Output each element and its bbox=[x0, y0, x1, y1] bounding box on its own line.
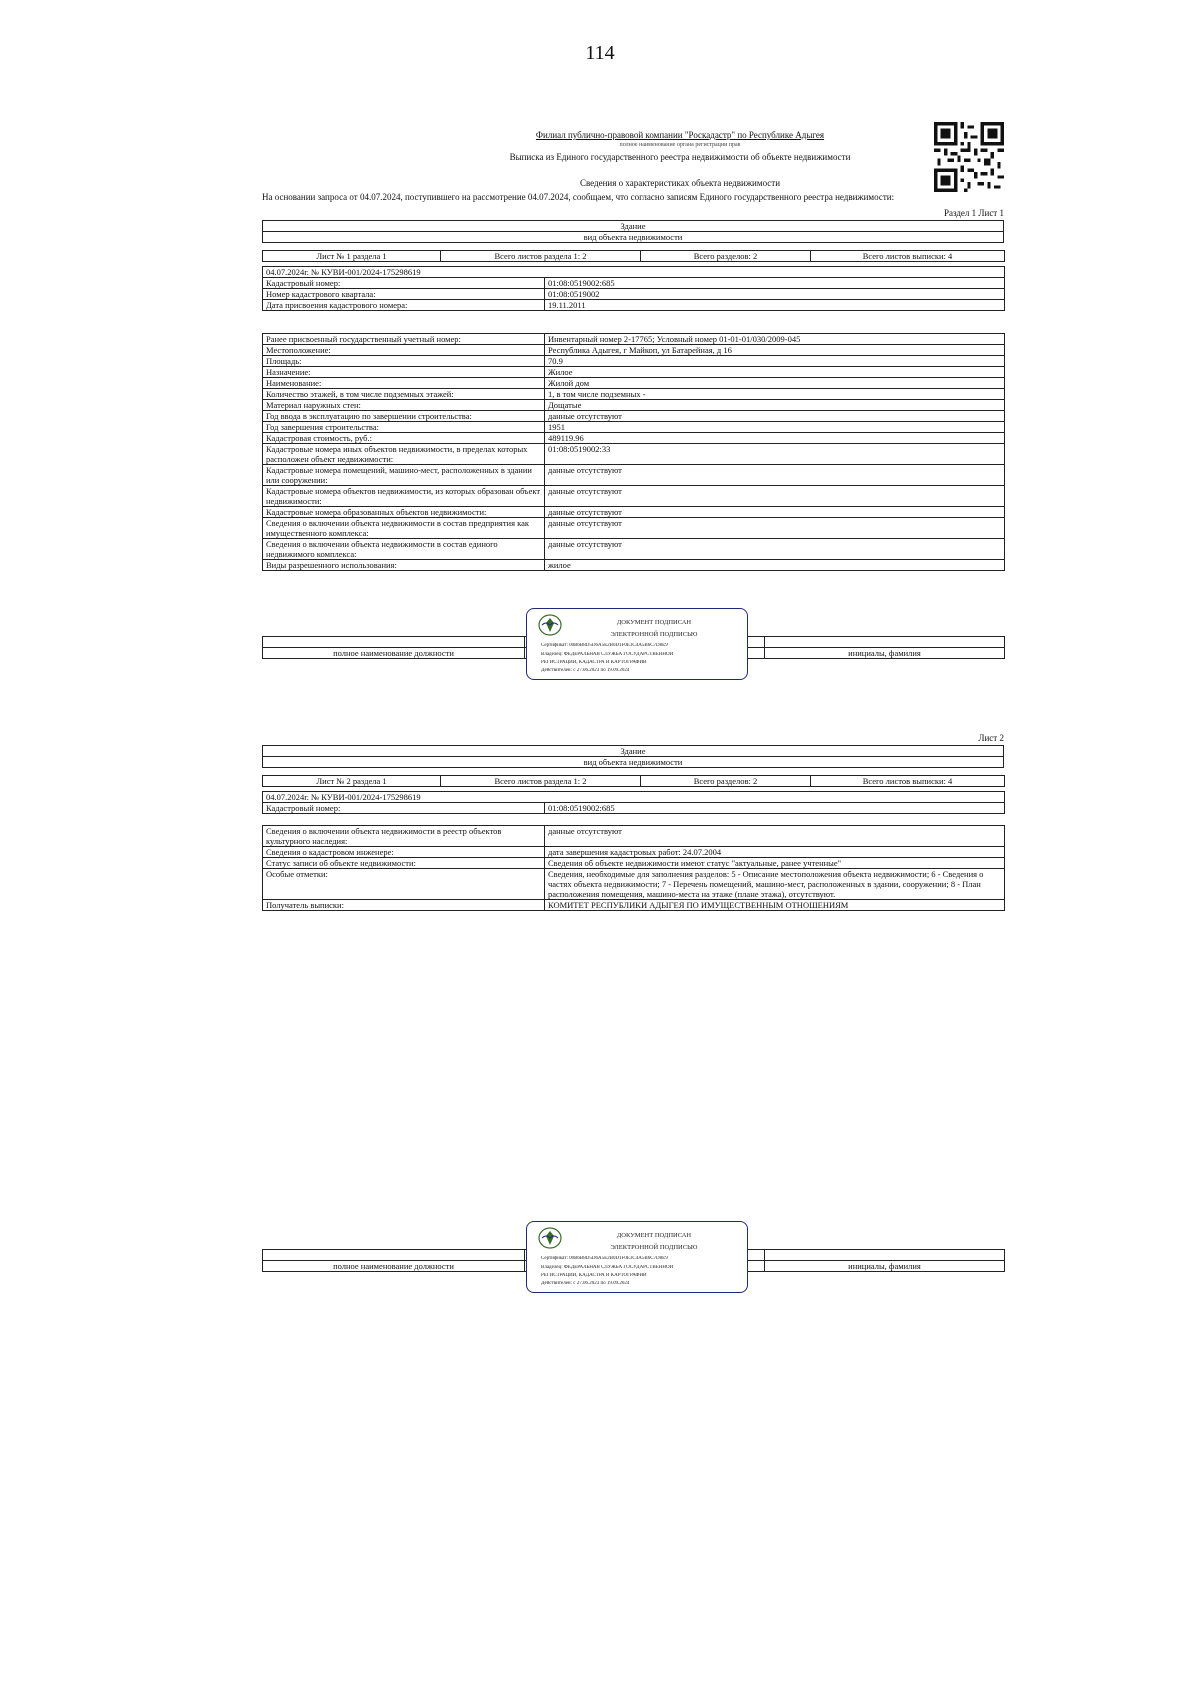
table-row-label: Кадастровые номера объектов недвижимости, из которых образован объект недвижимости: bbox=[263, 486, 545, 507]
stamp-line-2: ЭЛЕКТРОННОЙ ПОДПИСЬЮ bbox=[610, 1244, 698, 1251]
table-row-value: Сведения, необходимые для заполнения разделов: 5 - Описание местоположения объекта недвижимости; 6 - Сведения о частях объекта недвижимости; 7 - Перечень помещений, машино-мест, расположенных в здании, сооружении; 8 - План расположения помещения, машино-места на этаже (плане этажа), отсутствуют. bbox=[545, 869, 1005, 900]
table-row-label: Наименование: bbox=[263, 378, 545, 389]
stamp-valid: Действителен: с 27.06.2023 по 19.09.2024 bbox=[541, 668, 630, 673]
table-row-value: Жилое bbox=[545, 367, 1005, 378]
meta-sheets-total: Всего листов выписки: 4 bbox=[811, 776, 1005, 787]
meta-sheet: Лист № 2 раздела 1 bbox=[263, 776, 441, 787]
name-caption: инициалы, фамилия bbox=[765, 648, 1005, 659]
table-row-label: Количество этажей, в том числе подземных этажей: bbox=[263, 389, 545, 400]
meta-sections: Всего разделов: 2 bbox=[641, 776, 811, 787]
table-row-value: КОМИТЕТ РЕСПУБЛИКИ АДЫГЕЯ ПО ИМУЩЕСТВЕННЫМ ОТНОШЕНИЯМ bbox=[545, 900, 1005, 911]
table-row-label: Сведения о включении объекта недвижимости в реестр объектов культурного наследия: bbox=[263, 826, 545, 847]
table-row-label: Кадастровая стоимость, руб.: bbox=[263, 433, 545, 444]
table-row-label: Сведения о кадастровом инженере: bbox=[263, 847, 545, 858]
sheet1-object-type-table bbox=[262, 220, 1004, 243]
stamp-owner: Владелец: ФЕДЕРАЛЬНАЯ СЛУЖБА ГОСУДАРСТВЕННОЙ bbox=[541, 652, 674, 657]
table-row-value: 70.9 bbox=[545, 356, 1005, 367]
table-row-label: Кадастровые номера иных объектов недвижимости, в пределах которых расположен объект недвижимости: bbox=[263, 444, 545, 465]
stamp-owner-2: РЕГИСТРАЦИИ, КАДАСТРА И КАРТОГРАФИИ bbox=[541, 1273, 647, 1278]
sheet2-section-label: Лист 2 bbox=[978, 733, 1004, 743]
table-row-label: Дата присвоения кадастрового номера: bbox=[263, 300, 545, 311]
table-row-value: 01:08:0519002 bbox=[545, 289, 1005, 300]
table-row-label: Особые отметки: bbox=[263, 869, 545, 900]
sheet2-meta-table bbox=[262, 775, 1005, 787]
table-row-value: Инвентарный номер 2-17765; Условный номер 01-01-01/030/2009-045 bbox=[545, 334, 1005, 345]
table-row-label: Год завершения строительства: bbox=[263, 422, 545, 433]
stamp-cert: Сертификат: 00B6B8D5D6A5E2B0D1F0E3C4A5B6C7D8E9 bbox=[541, 1256, 668, 1261]
table-row-label: Назначение: bbox=[263, 367, 545, 378]
table-row-value: 489119.96 bbox=[545, 433, 1005, 444]
qr-code-icon bbox=[934, 121, 1004, 193]
table-row-value: Жилой дом bbox=[545, 378, 1005, 389]
sheet1-basic-table bbox=[262, 266, 1005, 311]
table-row-value: дата завершения кадастровых работ: 24.07.2004 bbox=[545, 847, 1005, 858]
table-row-label: Местоположение: bbox=[263, 345, 545, 356]
org-line: Филиал публично-правовой компании "Роскадастр" по Республике Адыгея bbox=[535, 130, 825, 140]
table-row-label: Площадь: bbox=[263, 356, 545, 367]
table-row-value: данные отсутствуют bbox=[545, 539, 1005, 560]
emblem-icon bbox=[537, 1226, 563, 1250]
meta-sheets-section: Всего листов раздела 1: 2 bbox=[441, 251, 641, 262]
object-type-caption: вид объекта недвижимости bbox=[263, 757, 1004, 768]
table-row-value: Дощатые bbox=[545, 400, 1005, 411]
meta-sheets-total: Всего листов выписки: 4 bbox=[811, 251, 1005, 262]
document-subtitle: Сведения о характеристиках объекта недвижимости bbox=[579, 178, 781, 188]
table-row-label: Номер кадастрового квартала: bbox=[263, 289, 545, 300]
table-row-label: Кадастровые номера образованных объектов недвижимости: bbox=[263, 507, 545, 518]
sheet2-object-type-table bbox=[262, 745, 1004, 768]
position-caption: полное наименование должности bbox=[263, 648, 525, 659]
emblem-icon bbox=[537, 613, 563, 637]
table-row-value: данные отсутствуют bbox=[545, 486, 1005, 507]
stamp-owner: Владелец: ФЕДЕРАЛЬНАЯ СЛУЖБА ГОСУДАРСТВЕННОЙ bbox=[541, 1265, 674, 1270]
table-row-label: Кадастровый номер: bbox=[263, 278, 545, 289]
sheet1-section-label: Раздел 1 Лист 1 bbox=[943, 208, 1004, 218]
intro-text: На основании запроса от 04.07.2024, поступившего на рассмотрение 04.07.2024, сообщаем, что согласно записям Единого государственного реестра недвижимости: bbox=[262, 192, 895, 202]
sheet1-characteristics-table bbox=[262, 333, 1005, 571]
table-row-label: Сведения о включении объекта недвижимости в состав единого недвижимого комплекса: bbox=[263, 539, 545, 560]
table-row-value: Республика Адыгея, г Майкоп, ул Батарейная, д 16 bbox=[545, 345, 1005, 356]
table-row-label: Сведения о включении объекта недвижимости в состав предприятия как имущественного комплекса: bbox=[263, 518, 545, 539]
table-row-label: Статус записи об объекте недвижимости: bbox=[263, 858, 545, 869]
table-row-value: 01:08:0519002:685 bbox=[545, 803, 1005, 814]
object-type: Здание bbox=[263, 221, 1004, 232]
page-number: 114 bbox=[585, 42, 615, 64]
request-ref: 04.07.2024г. № КУВИ-001/2024-175298619 bbox=[263, 792, 1005, 803]
table-row-value: 01:08:0519002:685 bbox=[545, 278, 1005, 289]
table-row-value: данные отсутствуют bbox=[545, 826, 1005, 847]
table-row-label: Ранее присвоенный государственный учетный номер: bbox=[263, 334, 545, 345]
sheet2-basic-table bbox=[262, 791, 1005, 814]
document-title: Выписка из Единого государственного реестра недвижимости об объекте недвижимости bbox=[509, 152, 851, 162]
table-row-value: жилое bbox=[545, 560, 1005, 571]
name-caption: инициалы, фамилия bbox=[765, 1261, 1005, 1272]
sheet1-meta-table bbox=[262, 250, 1005, 262]
stamp-line-1: ДОКУМЕНТ ПОДПИСАН bbox=[616, 619, 692, 626]
table-row-value: 1951 bbox=[545, 422, 1005, 433]
stamp-valid: Действителен: с 27.06.2023 по 19.09.2024 bbox=[541, 1281, 630, 1286]
sheet2-characteristics-table bbox=[262, 825, 1005, 911]
object-type: Здание bbox=[263, 746, 1004, 757]
position-caption: полное наименование должности bbox=[263, 1261, 525, 1272]
table-row-value: 19.11.2011 bbox=[545, 300, 1005, 311]
table-row-label: Кадастровые номера помещений, машино-мест, расположенных в здании или сооружении: bbox=[263, 465, 545, 486]
table-row-value: 01:08:0519002:33 bbox=[545, 444, 1005, 465]
meta-sheets-section: Всего листов раздела 1: 2 bbox=[441, 776, 641, 787]
table-row-value: данные отсутствуют bbox=[545, 507, 1005, 518]
stamp-cert: Сертификат: 00B6B8D5D6A5E2B0D1F0E3C4A5B6C7D8E9 bbox=[541, 643, 668, 648]
table-row-value: данные отсутствуют bbox=[545, 465, 1005, 486]
stamp-owner-2: РЕГИСТРАЦИИ, КАДАСТРА И КАРТОГРАФИИ bbox=[541, 660, 647, 665]
object-type-caption: вид объекта недвижимости bbox=[263, 232, 1004, 243]
table-row-label: Материал наружных стен: bbox=[263, 400, 545, 411]
table-row-label: Кадастровый номер: bbox=[263, 803, 545, 814]
table-row-value: 1, в том числе подземных - bbox=[545, 389, 1005, 400]
table-row-label: Год ввода в эксплуатацию по завершении строительства: bbox=[263, 411, 545, 422]
meta-sections: Всего разделов: 2 bbox=[641, 251, 811, 262]
table-row-value: данные отсутствуют bbox=[545, 518, 1005, 539]
table-row-label: Виды разрешенного использования: bbox=[263, 560, 545, 571]
meta-sheet: Лист № 1 раздела 1 bbox=[263, 251, 441, 262]
stamp-line-2: ЭЛЕКТРОННОЙ ПОДПИСЬЮ bbox=[610, 631, 698, 638]
table-row-label: Получатель выписки: bbox=[263, 900, 545, 911]
table-row-value: данные отсутствуют bbox=[545, 411, 1005, 422]
electronic-signature-stamp bbox=[526, 608, 748, 680]
org-subline: полное наименование органа регистрации прав bbox=[619, 142, 741, 148]
table-row-value: Сведения об объекте недвижимости имеют статус "актуальные, ранее учтенные" bbox=[545, 858, 1005, 869]
stamp-line-1: ДОКУМЕНТ ПОДПИСАН bbox=[616, 1232, 692, 1239]
electronic-signature-stamp bbox=[526, 1221, 748, 1293]
request-ref: 04.07.2024г. № КУВИ-001/2024-175298619 bbox=[263, 267, 1005, 278]
